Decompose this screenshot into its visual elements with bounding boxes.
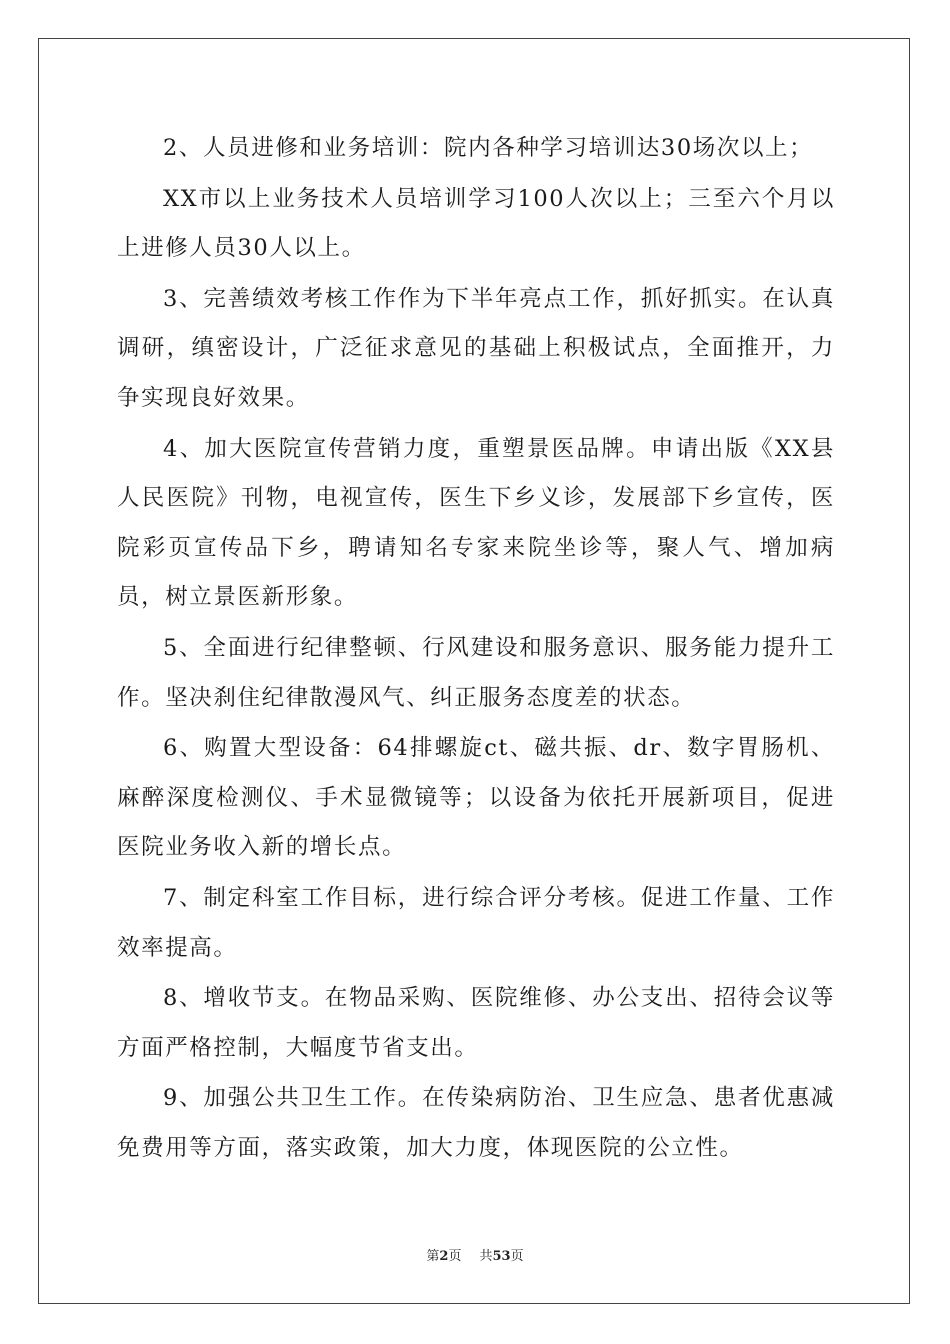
paragraph-9: 9、加强公共卫生工作。在传染病防治、卫生应急、患者优惠减免费用等方面，落实政策，加大力度，体现医院的公立性。 <box>117 1085 835 1161</box>
paragraph-3: 3、完善绩效考核工作作为下半年亮点工作，抓好抓实。在认真调研，缜密设计，广泛征求意见的基础上积极试点，全面推开，力争实现良好效果。 <box>117 285 835 411</box>
paragraph-5: 5、全面进行纪律整顿、行风建设和服务意识、服务能力提升工作。坚决刹住纪律散漫风气、纠正服务态度差的状态。 <box>117 634 835 711</box>
page-number: 2 <box>439 1249 449 1264</box>
page-suffix: 页 <box>448 1249 462 1264</box>
paragraph-8: 8、增收节支。在物品采购、医院维修、办公支出、招待会议等方面严格控制，大幅度节省支出。 <box>117 985 835 1061</box>
total-prefix: 共 <box>479 1249 493 1264</box>
paragraph-1: 2、人员进修和业务培训：院内各种学习培训达30场次以上； <box>163 135 814 161</box>
paragraph-7: 7、制定科室工作目标，进行综合评分考核。促进工作量、工作效率提高。 <box>117 884 835 961</box>
total-pages: 53 <box>492 1249 511 1264</box>
paragraph-2: XX市以上业务技术人员培训学习100人次以上；三至六个月以上进修人员30人以上。 <box>117 185 835 262</box>
paragraph-6: 6、购置大型设备：64排螺旋ct、磁共振、dr、数字胃肠机、麻醉深度检测仪、手术显微镜等；以设备为依托开展新项目，促进医院业务收入新的增长点。 <box>117 735 835 861</box>
page-footer <box>0 1248 950 1266</box>
total-suffix: 页 <box>510 1249 524 1264</box>
document-body <box>117 124 835 1174</box>
paragraph-4: 4、加大医院宣传营销力度，重塑景医品牌。申请出版《XX县人民医院》刊物，电视宣传，医生下乡义诊，发展部下乡宣传，医院彩页宣传品下乡，聘请知名专家来院坐诊等，聚人气、增加病员，树立景医新形象。 <box>117 435 835 611</box>
page-prefix: 第 <box>426 1249 440 1264</box>
